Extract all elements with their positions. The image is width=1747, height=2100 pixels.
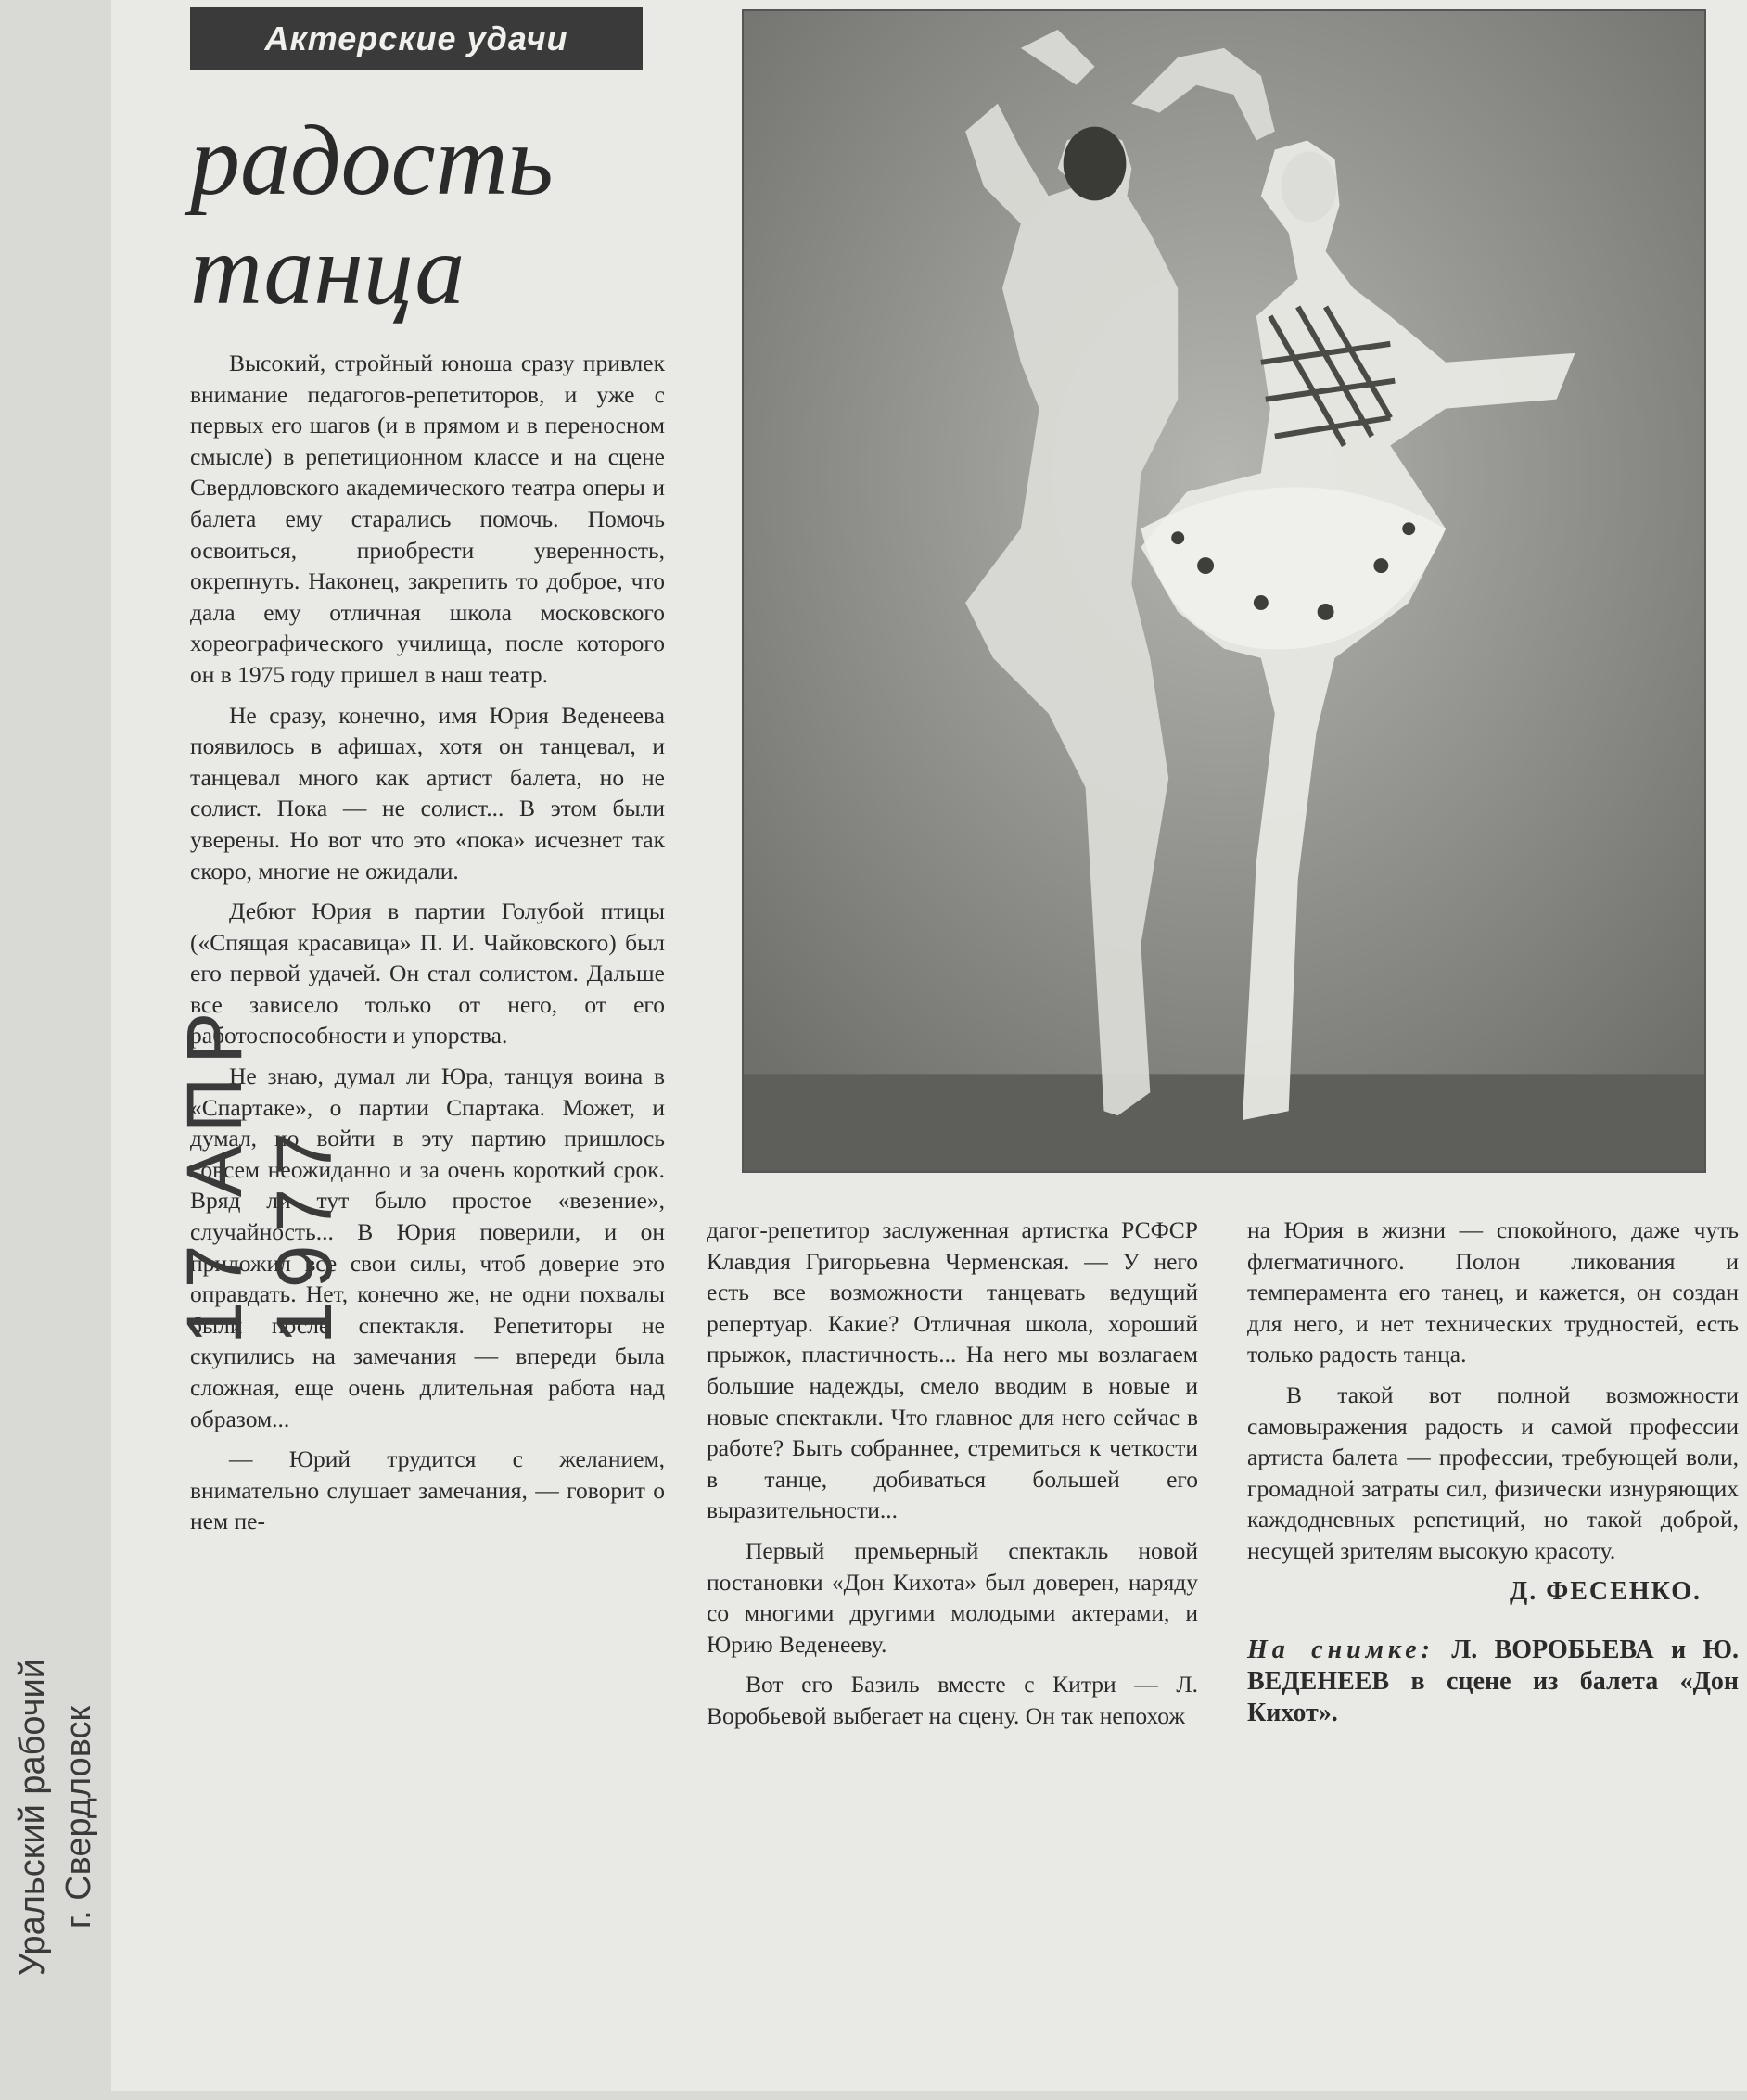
paragraph: Вот его Базиль вместе с Китри — Л. Воробьевой выбегает на сцену. Он так непохож xyxy=(707,1671,1198,1729)
ballet-photo-icon xyxy=(744,11,1704,1171)
paragraph: — Юрий трудится с желанием, внимательно слушает замечания, — говорит о нем пе- xyxy=(190,1445,665,1535)
newspaper-name: Уральский рабочий xyxy=(13,1659,52,1976)
paragraph: дагог-репетитор заслуженная артистка РСФСР Клавдия Григорьевна Черменская. — У него есть все возможности танцевать ведущий репертуар. Какие? Отличная школа, хороший прыжок, пластичность... На него мы возлагаем большие надежды, смело вводим в новые и новые спектакли. Что главное для него сейчас в работе? Быть собраннее, стремиться к четкости в танце, добиваться большей его выразительности... xyxy=(707,1216,1198,1524)
caption-text: Л. ВОРОБЬЕВА и Ю. ВЕДЕНЕЕВ в сцене из балета «Дон Кихот». xyxy=(1247,1635,1739,1728)
date-stamp: 17 АПР 1977 xyxy=(171,999,348,1344)
paragraph: В такой вот полной возможности самовыражения радость и самой профессии артиста балета — профессии, требующей воли, громадной затраты сил, физически изнуряющих каждодневных репетиций, но такой доброй, несущей зрителям высокую красоту. xyxy=(1247,1381,1739,1564)
paragraph: на Юрия в жизни — спокойного, даже чуть флегматичного. Полон ликования и темперамента его танец, и кажется, он создан для него, и нет технических трудностей, есть только радость танца. xyxy=(1247,1216,1739,1368)
newspaper-stamp xyxy=(9,1534,111,2100)
rubric-label: Актерские удачи xyxy=(190,7,643,70)
caption-label: На снимке: xyxy=(1247,1635,1435,1665)
headline xyxy=(190,107,709,325)
ballet-photo xyxy=(742,9,1706,1173)
headline-line-1: радость xyxy=(190,106,554,216)
author-signature: Д. ФЕСЕНКО. xyxy=(1509,1576,1702,1606)
photo-caption xyxy=(1247,1635,1739,1729)
article-column-2 xyxy=(707,1215,1198,1741)
headline-line-2: танца xyxy=(190,215,465,325)
paragraph: Не сразу, конечно, имя Юрия Веденеева появилось в афишах, хотя он танцевал, и танцевал много как артист балета, но не солист. Пока — не солист... В этом были уверены. Но вот что это «пока» исчезнет так скоро, многие не ожидали. xyxy=(190,701,665,885)
article-column-3 xyxy=(1247,1215,1739,1729)
paragraph: Дебют Юрия в партии Голубой птицы («Спящая красавица» П. И. Чайковского) был его первой удачей. Он стал солистом. Дальше все зависело только от него, от его работоспособности и упорства. xyxy=(190,897,665,1050)
paragraph: Не знаю, думал ли Юра, танцуя воина в «Спартаке», о партии Спартака. Может, и думал, но войти в эту партию пришлось совсем неожиданно и за очень короткий срок. Вряд ли тут было простое «везение», случайность... В Юрия поверили, и он приложил все свои силы, чтоб доверие это оправдать. Нет, конечно же, не одни похвалы были после спектакля. Репетиторы не скупились на замечания — впереди была сложная, еще очень длительная работа над образом... xyxy=(190,1063,665,1432)
paragraph: Первый премьерный спектакль новой постановки «Дон Кихота» был доверен, наряду со многими другими молодыми актерами, и Юрию Веденееву. xyxy=(707,1536,1198,1658)
paragraph: Высокий, стройный юноша сразу привлек внимание педагогов-репетиторов, и уже с первых его шагов (и в прямом и в переносном смысле) в репетиционном классе и на сцене Свердловского академического театра оперы и балета ему старались помочь. Помочь освоиться, приобрести уверенность, окрепнуть. Наконец, закрепить то доброе, что дала ему отличная школа московского хореографического училища, после которого он в 1975 году пришел в наш театр. xyxy=(190,350,665,688)
newspaper-city: г. Свердловск xyxy=(59,1705,98,1929)
